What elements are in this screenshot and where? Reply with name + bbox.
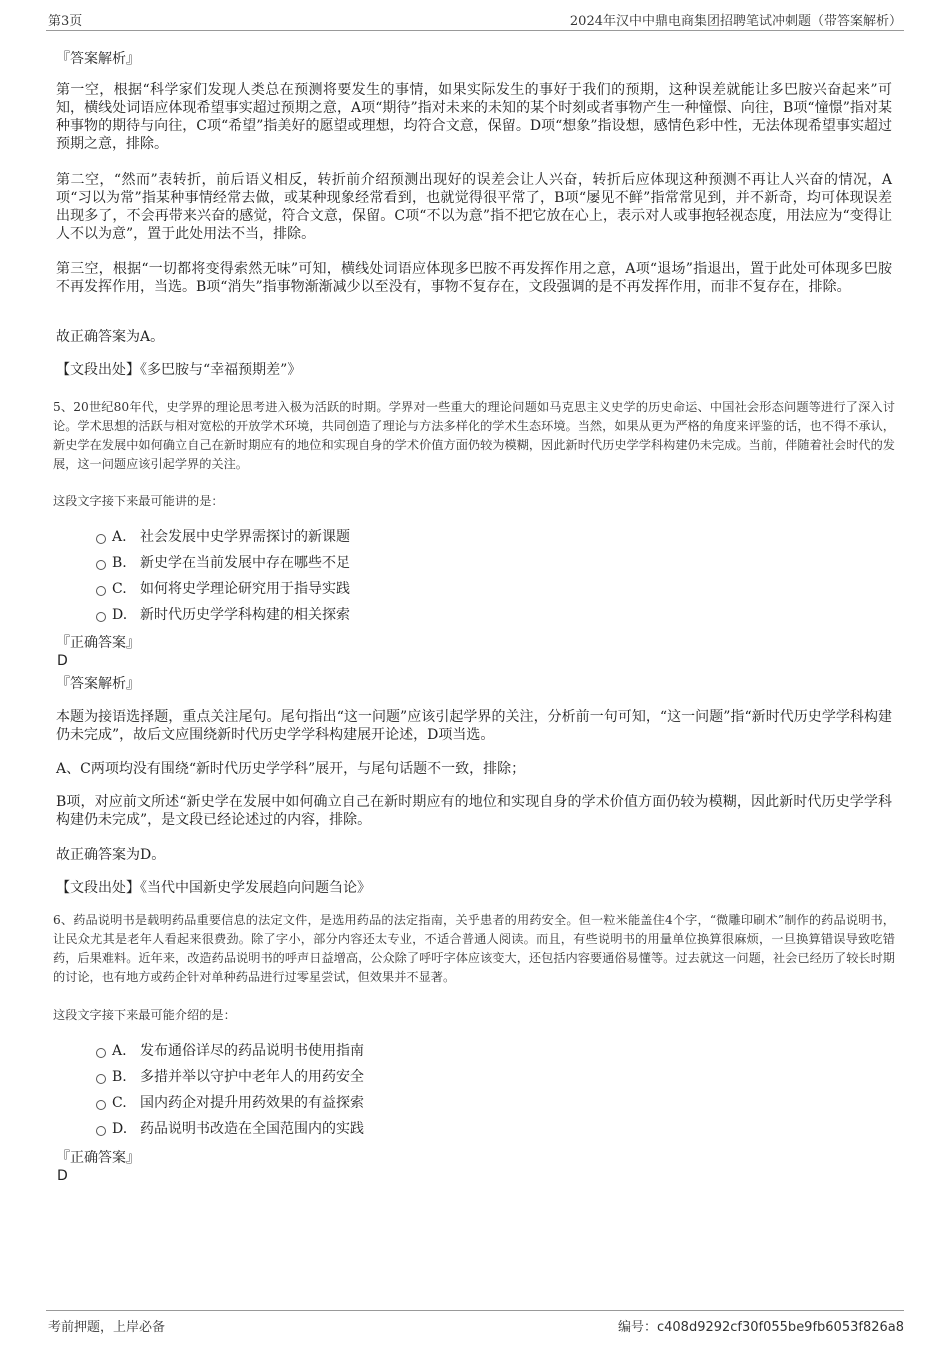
q5-option-b[interactable] bbox=[96, 553, 350, 573]
option-text: 多措并举以守护中老年人的用药安全 bbox=[140, 1069, 364, 1085]
q6-option-d[interactable] bbox=[96, 1119, 364, 1139]
q5-option-c[interactable] bbox=[96, 579, 350, 599]
page-header bbox=[46, 8, 904, 31]
q6-answer: D bbox=[57, 1168, 68, 1184]
option-letter: A. bbox=[112, 1043, 127, 1059]
radio-button[interactable] bbox=[96, 1048, 106, 1058]
document-title: 2024年汉中中鼎电商集团招聘笔试冲刺题（带答案解析） bbox=[569, 14, 902, 29]
radio-button[interactable] bbox=[96, 586, 106, 596]
footer-slogan: 考前押题，上岸必备 bbox=[48, 1320, 166, 1335]
radio-button[interactable] bbox=[96, 1100, 106, 1110]
q4-analysis-paragraph-3: 第三空，根据“一切都将变得索然无味”可知，横线处词语应体现多巴胺不再发挥作用之意，A项“退场”指退出，置于此处可体现多巴胺不再发挥作用，当选。B项“消失”指事物渐渐减少以至没有，事物不复存在，文段强调的是不再发挥作用，而非不复存在，排除。 bbox=[56, 261, 892, 295]
option-text: 社会发展中史学界需探讨的新课题 bbox=[140, 529, 350, 545]
q5-analysis-paragraph-3: B项，对应前文所述“新史学在发展中如何确立自己在新时期应有的地位和实现自身的学术价值方面仍较为模糊，因此新时代历史学学科构建仍未完成”，是文段已经论述过的内容，排除。 bbox=[56, 794, 892, 828]
q5-answer: D bbox=[57, 653, 68, 669]
option-letter: C. bbox=[112, 1095, 127, 1111]
q4-conclusion: 故正确答案为A。 bbox=[56, 329, 165, 345]
q6-prompt: 这段文字接下来最可能介绍的是： bbox=[53, 1008, 236, 1022]
option-text: 发布通俗详尽的药品说明书使用指南 bbox=[140, 1043, 364, 1059]
q4-analysis-paragraph-2: 第二空，“然而”表转折，前后语义相反，转折前介绍预测出现好的误差会让人兴奋，转折后应体现这种预测不再让人兴奋的情况，A项“习以为常”指某种事情经常去做，或某种现象经常看到，也就觉得很平常了，B项“屡见不鲜”指常常见到，并不新奇，均可体现误差出现多了，不会再带来兴奋的感觉，符合文意，保留。C项“不以为意”指不把它放在心上，表示对人或事抱轻视态度，用法应为“变得让人不以为意”，置于此处用法不当，排除。 bbox=[56, 172, 892, 242]
q6-answer-title: 『正确答案』 bbox=[56, 1150, 140, 1166]
q5-analysis-paragraph-1: 本题为接语选择题，重点关注尾句。尾句指出“这一问题”应该引起学界的关注，分析前一句可知，“这一问题”指“新时代历史学学科构建仍未完成”，故后文应围绕新时代历史学学科构建展开论述，D项当选。 bbox=[56, 709, 892, 743]
option-letter: B. bbox=[112, 1069, 127, 1085]
q6-option-c[interactable] bbox=[96, 1093, 364, 1113]
page-footer bbox=[46, 1310, 904, 1335]
option-letter: D. bbox=[112, 607, 128, 623]
q6-option-b[interactable] bbox=[96, 1067, 364, 1087]
q6-option-a[interactable] bbox=[96, 1041, 364, 1061]
radio-button[interactable] bbox=[96, 612, 106, 622]
q5-source: 【文段出处】《当代中国新史学发展趋向问题刍论》 bbox=[56, 880, 371, 896]
page-number: 第3页 bbox=[48, 14, 83, 29]
q4-analysis-paragraph-1: 第一空，根据“科学家们发现人类总在预测将要发生的事情，如果实际发生的事好于我们的预期，这种误差就能让多巴胺兴奋起来”可知，横线处词语应体现希望事实超过预期之意，A项“期待”指对未来的未知的某个时刻或者事物产生一种憧憬、向往，B项“憧憬”指对某种事物的期待与向往，C项“希望”指美好的愿望或理想，均符合文意，保留。D项“想象”指设想，感情色彩中性，无法体现希望事实超过预期之意，排除。 bbox=[56, 82, 892, 152]
q5-analysis-title: 『答案解析』 bbox=[56, 676, 140, 692]
radio-button[interactable] bbox=[96, 1074, 106, 1084]
option-letter: A. bbox=[112, 529, 127, 545]
option-letter: D. bbox=[112, 1121, 128, 1137]
q5-prompt: 这段文字接下来最可能讲的是： bbox=[53, 494, 224, 508]
radio-button[interactable] bbox=[96, 534, 106, 544]
q5-stem: 5、20世纪80年代，史学界的理论思考进入极为活跃的时期。学界对一些重大的理论问题如马克思主义史学的历史命运、中国社会形态问题等进行了深入讨论。学术思想的活跃与相对宽松的开放学术环境，共同创造了理论与方法多样化的学术生态环境。当然，如果从更为严格的角度来评鉴的话，也不得不承认，新史学在发展中如何确立自己在新时期应有的地位和实现自身的学术价值方面仍较为模糊，因此新时代历史学学科构建仍未完成。当前，伴随着社会时代的发展，这一问题应该引起学界的关注。 bbox=[53, 400, 895, 471]
option-text: 国内药企对提升用药效果的有益探索 bbox=[140, 1095, 364, 1111]
option-text: 药品说明书改造在全国范围内的实践 bbox=[140, 1121, 364, 1137]
option-text: 新时代历史学学科构建的相关探索 bbox=[140, 607, 350, 623]
q5-conclusion: 故正确答案为D。 bbox=[56, 847, 166, 863]
q5-option-d[interactable] bbox=[96, 605, 350, 625]
document-code: 编号：c408d9292cf30f055be9fb6053f826a8 bbox=[617, 1320, 904, 1335]
option-text: 如何将史学理论研究用于指导实践 bbox=[140, 581, 350, 597]
q6-stem: 6、药品说明书是载明药品重要信息的法定文件，是选用药品的法定指南，关乎患者的用药安全。但一粒米能盖住4个字，“微雕印刷术”制作的药品说明书，让民众尤其是老年人看起来很费劲。除了字小，部分内容还太专业，不适合普通人阅读。而且，有些说明书的用量单位换算很麻烦，一旦换算错误导致吃错药，后果难料。近年来，改造药品说明书的呼声日益增高，公众除了呼吁字体应该变大，还包括内容要通俗易懂等。过去就这一问题，社会已经历了较长时期的讨论，也有地方或药企针对单种药品进行过零星尝试，但效果并不显著。 bbox=[53, 913, 895, 984]
q4-source: 【文段出处】《多巴胺与“幸福预期差”》 bbox=[56, 362, 302, 378]
q5-option-a[interactable] bbox=[96, 527, 350, 547]
q4-analysis-title: 『答案解析』 bbox=[56, 51, 140, 67]
radio-button[interactable] bbox=[96, 560, 106, 570]
radio-button[interactable] bbox=[96, 1126, 106, 1136]
q5-analysis-paragraph-2: A、C两项均没有围绕“新时代历史学学科”展开，与尾句话题不一致，排除； bbox=[56, 761, 526, 777]
q5-answer-title: 『正确答案』 bbox=[56, 635, 140, 651]
option-letter: B. bbox=[112, 555, 127, 571]
option-text: 新史学在当前发展中存在哪些不足 bbox=[140, 555, 350, 571]
option-letter: C. bbox=[112, 581, 127, 597]
